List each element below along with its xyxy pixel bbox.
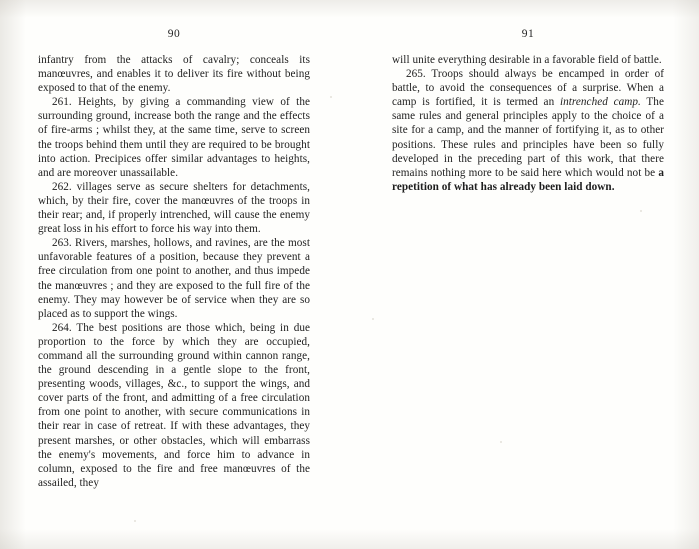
paragraph-261: 261. Heights, by giving a commanding view of the surrounding ground, increase both the range and the effects of fire-arms ; whilst they, at the same time, serve to screen the troops behind them until they are required to be brought into action. Precipices offer similar advantages to heights, and are moreover unassailable. (38, 96, 310, 179)
text-run: 265. Troops should always be encamped in order of battle, to avoid the consequences of a surprise. When a camp is fortified, it is termed an (392, 68, 664, 109)
paragraph-carryover-right: will unite everything desirable in a favorable field of battle. (392, 54, 662, 66)
left-page-body (38, 53, 310, 490)
italic-term: intrenched camp. (559, 96, 641, 109)
left-page-column (38, 28, 310, 490)
paragraph-265 (392, 67, 664, 194)
bold-phrase: a repetition of what has already been laid down. (392, 166, 664, 193)
right-page-column (392, 28, 664, 194)
paragraph-carryover: infantry from the attacks of cavalry; conceals its manœuvres, and enables it to deliver its fire without being exposed to that of the enemy. (38, 54, 310, 95)
page-number-right: 91 (521, 28, 535, 40)
text-run: The same rules and general principles apply to the choice of a site for a camp, and the manner of fortifying it, as to other positions. These rules and principles have been so fully developed in the preceding part of this work, that there remains nothing more to be said here which would not be (392, 96, 664, 179)
paragraph-263: 263. Rivers, marshes, hollows, and ravines, are the most unfavorable features of a position, because they prevent a free circulation from one point to another, and thus impede the manœuvres ; and they are exposed to the full fire of the enemy. They may however be of service when they are so placed as to support the wings. (38, 237, 310, 320)
paragraph-264: 264. The best positions are those which, being in due proportion to the force by which they are occupied, command all the surrounding ground within cannon range, the ground descending in a gentle slope to the front, presenting woods, villages, &c., to support the wings, and cover parts of the front, and admitting of a free circulation from one point to another, with secure communications in their rear in case of retreat. If with these advantages, they present marshes, or other obstacles, which will embarrass the enemy's movements, and force him to advance in column, exposed to the fire and free manœuvres of the assailed, they (38, 321, 310, 489)
page-number-left: 90 (167, 28, 181, 40)
right-page-body (392, 53, 664, 194)
paragraph-262: 262. villages serve as secure shelters for detachments, which, by their fire, cover the manœuvres of the troops in their rear; and, if properly intrenched, will cause the enemy great loss in his effort to force his way into them. (38, 180, 310, 236)
